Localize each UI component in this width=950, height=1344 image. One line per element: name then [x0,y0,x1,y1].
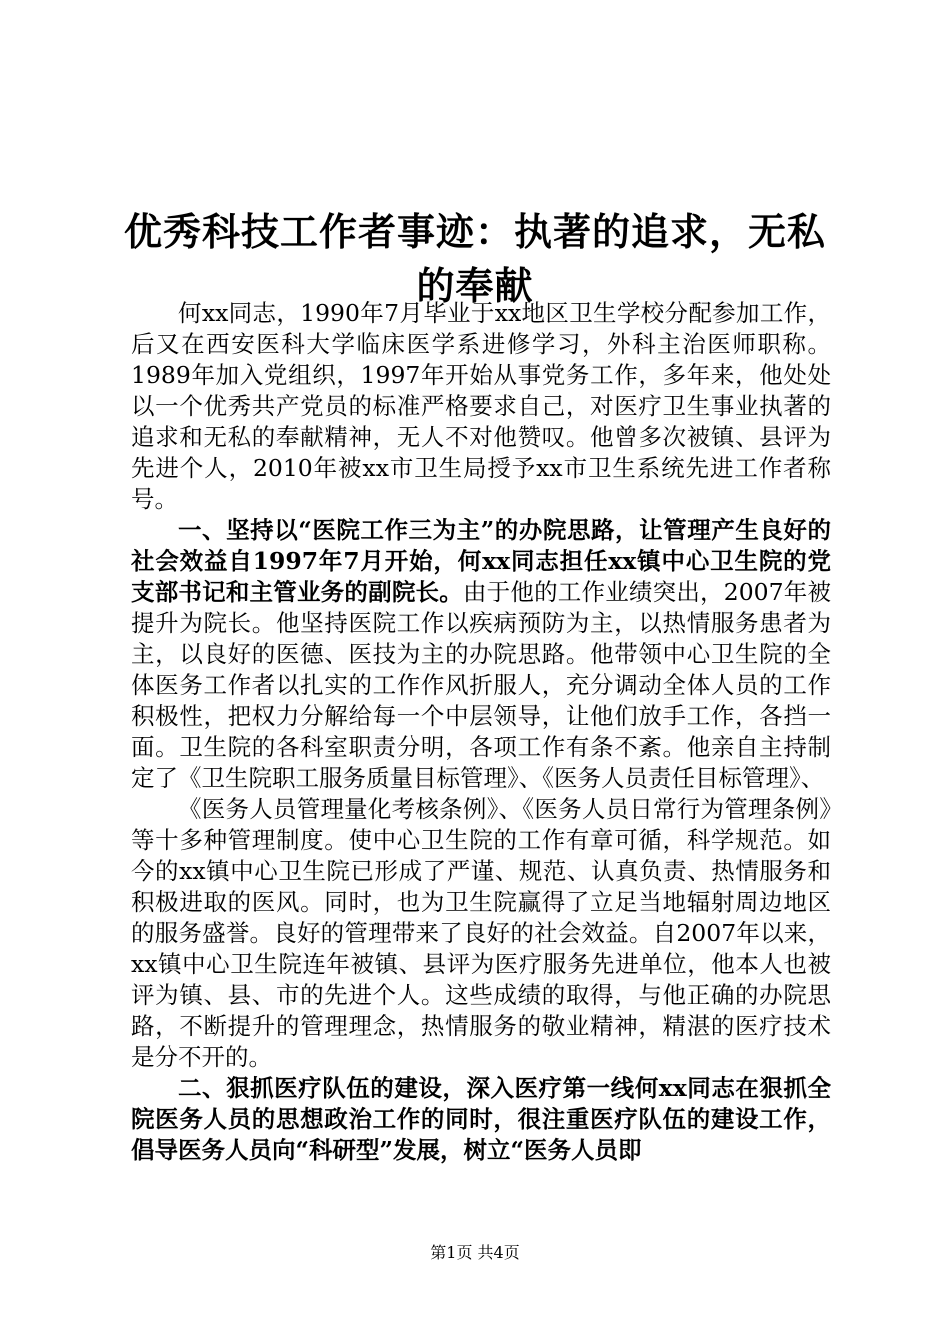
section-one-heading: 一、坚持以“医院工作三为主”的办院思路，让管理产生良好的社会效益自1997年7月开始，何xx同志担任xx镇中心卫生院的党支部书记和主管业务的副院长。 [131,516,831,606]
document-body [131,298,831,1166]
paragraph-text: 《医务人员管理量化考核条例》、《医务人员日常行为管理条例》等十多种管理制度。使中心卫生院的工作有章可循，科学规范。如今的xx镇中心卫生院已形成了严谨、规范、认真负责、热情服务和积极进取的医风。同时，也为卫生院赢得了立足当地辐射周边地区的服务盛誉。良好的管理带来了良好的社会效益。自2007年以来，xx镇中心卫生院连年被镇、县评为医疗服务先进单位，他本人也被评为镇、县、市的先进个人。这些成绩的取得，与他正确的办院思路，不断提升的管理理念，热情服务的敬业精神，精湛的医疗技术是分不开的。 [131,795,831,1071]
paragraph-management-rules [131,794,831,1073]
section-two-heading: 二、狠抓医疗队伍的建设，深入医疗第一线何xx同志在狠抓全院医务人员的思想政治工作的同时，很注重医疗队伍的建设工作，倡导医务人员向“科研型”发展，树立“医务人员即 [131,1074,831,1164]
paragraph-section-two [131,1073,831,1166]
paragraph-text: 何xx同志，1990年7月毕业于xx地区卫生学校分配参加工作，后又在西安医科大学临床医学系进修学习，外科主治医师职称。1989年加入党组织，1997年开始从事党务工作，多年来，他处处以一个优秀共产党员的标准严格要求自己，对医疗卫生事业执著的追求和无私的奉献精神，无人不对他赞叹。他曾多次被镇、县评为先进个人，2010年被xx市卫生局授予xx市卫生系统先进工作者称号。 [131,299,831,513]
page-number-footer: 第1页 共4页 [430,1243,520,1262]
paragraph-intro [131,298,831,515]
paragraph-text: 由于他的工作业绩突出，2007年被提升为院长。他坚持医院工作以疾病预防为主，以热情服务患者为主，以良好的医德、医技为主的办院思路。他带领中心卫生院的全体医务工作者以扎实的工作作风折服人，充分调动全体人员的工作积极性，把权力分解给每一个中层领导，让他们放手工作，各挡一面。卫生院的各科室职责分明，各项工作有条不紊。他亲自主持制定了《卫生院职工服务质量目标管理》、《医务人员责任目标管理》、 [131,578,831,792]
paragraph-section-one [131,515,831,794]
document-title: 优秀科技工作者事迹：执著的追求，无私的奉献 [123,209,826,309]
